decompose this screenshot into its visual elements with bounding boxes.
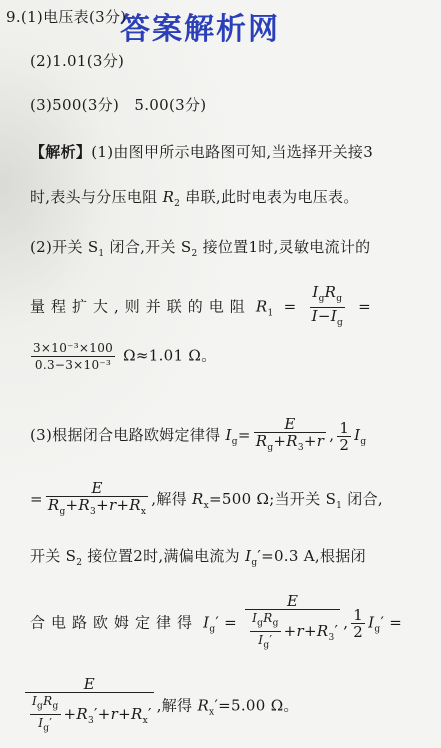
explanation-p2: (2)开关 $S_1$ 闭合,开关 $S_2$ 接位置1时,灵敏电流计的: [30, 238, 371, 259]
watermark: 答案解析网: [120, 12, 280, 47]
explanation-p2b: 量程扩大,则并联的电阻 $R_1$ = $\frac{I_gR_g}{I-I_g}$ =: [30, 283, 372, 328]
answer-2: (2)1.01(3分): [30, 52, 125, 70]
explanation-p3: (3)根据闭合电路欧姆定律得 $I_g=$ $\frac{E}{R_g+R_3+r}$ , $\frac{1}{2}$ $I_g$: [30, 415, 367, 454]
explanation-p3b: = $\frac{E}{R_g+R_3+r+R_x}$ ,解得 $R_x=500$ Ω;当开关 $S_1$ 闭合,: [30, 479, 383, 517]
explanation-p1b: 时,表头与分压电阻 $R_2$ 串联,此时电表为电压表。: [30, 188, 359, 209]
explanation-p1: 【解析】(1)由图甲所示电路图可知,当选择开关接3: [30, 143, 374, 161]
explanation-p4: 开关 $S_2$ 接位置2时,满偏电流为 $I_g'=0.3$ A,根据闭: [30, 547, 366, 568]
answer-3: (3)500(3分) 5.00(3分): [30, 96, 207, 114]
explanation-p5: 合电路欧姆定律得 $I_g'$ = E $\frac{I_gR_g}{I_g'}$ $+r+R_3'$ , $\frac{1}{2}$ $I_g'$ =: [30, 592, 403, 651]
explanation-p2c: $\frac{\text{3×10⁻³×100}}{\text{0.3−3×10⁻³}}$ Ω≈1.01 Ω。: [33, 341, 217, 372]
answer-1: 9.(1)电压表(3分): [6, 8, 127, 26]
explanation-p6: E $\frac{I_gR_g}{I_g'}$ $+R_3'+r+R_x'$ ,解得 $R_x'=5.00$ Ω。: [22, 676, 299, 737]
